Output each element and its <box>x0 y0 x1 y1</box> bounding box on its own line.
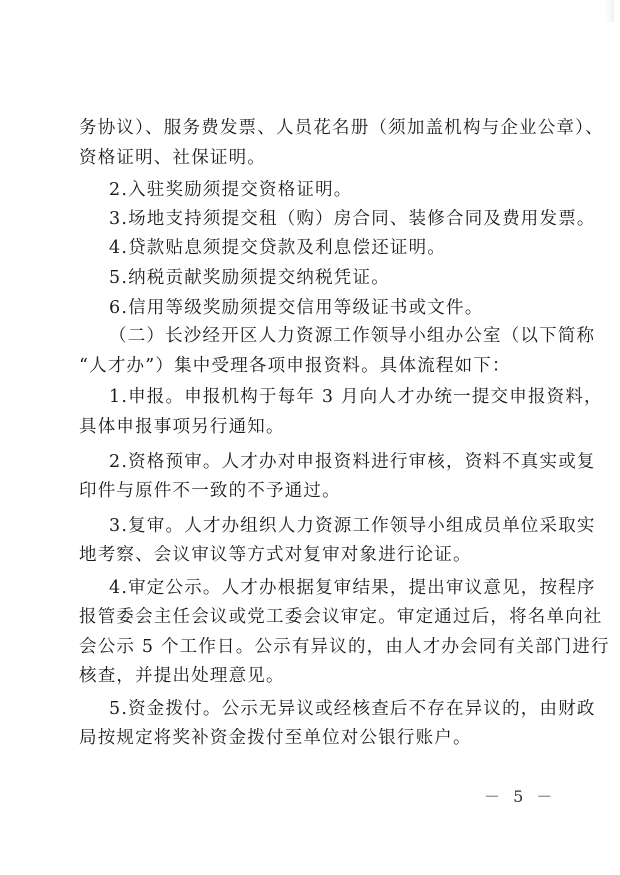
text-line-17: 报管委会主任会议或党工委会议审定。审定通过后，将名单向社 <box>79 607 603 627</box>
scan-edge-mark <box>604 0 614 22</box>
text-line-21: 局按规定将奖补资金拨付至单位对公银行账户。 <box>79 728 472 748</box>
text-line-3: 2.入驻奖励须提交资格证明。 <box>109 180 353 200</box>
text-line-15: 地考察、会议审议等方式对复审对象进行论证。 <box>79 545 472 565</box>
text-line-2: 资格证明、社保证明。 <box>79 148 266 168</box>
text-line-18: 会公示 5 个工作日。公示有异议的，由人才办会同有关部门进行 <box>79 637 610 657</box>
text-line-5: 4.贷款贴息须提交贷款及利息偿还证明。 <box>109 238 446 258</box>
text-line-8: （二）长沙经开区人力资源工作领导小组办公室（以下简称 <box>109 326 596 346</box>
text-line-11: 具体申报事项另行通知。 <box>79 417 285 437</box>
text-line-19: 核查，并提出处理意见。 <box>79 666 285 686</box>
page-number: － 5 － <box>484 787 557 806</box>
text-line-7: 6.信用等级奖励须提交信用等级证书或文件。 <box>109 298 484 318</box>
text-line-10: 1.申报。申报机构于每年 3 月向人才办统一提交申报资料， <box>109 387 603 407</box>
text-line-4: 3.场地支持须提交租（购）房合同、装修合同及费用发票。 <box>109 209 596 229</box>
text-line-6: 5.纳税贡献奖励须提交纳税凭证。 <box>109 268 390 288</box>
text-line-1: 务协议）、服务费发票、人员花名册（须加盖机构与企业公章）、 <box>79 118 604 138</box>
text-line-16: 4.审定公示。人才办根据复审结果，提出审议意见，按程序 <box>109 578 596 598</box>
text-line-20: 5.资金拨付。公示无异议或经核查后不存在异议的，由财政 <box>109 699 596 719</box>
text-line-13: 印件与原件不一致的不予通过。 <box>79 481 341 501</box>
text-line-9: “人才办”）集中受理各项申报资料。具体流程如下： <box>79 356 511 376</box>
text-line-14: 3.复审。人才办组织人力资源工作领导小组成员单位采取实 <box>109 516 596 536</box>
text-line-12: 2.资格预审。人才办对申报资料进行审核，资料不真实或复 <box>109 452 596 472</box>
